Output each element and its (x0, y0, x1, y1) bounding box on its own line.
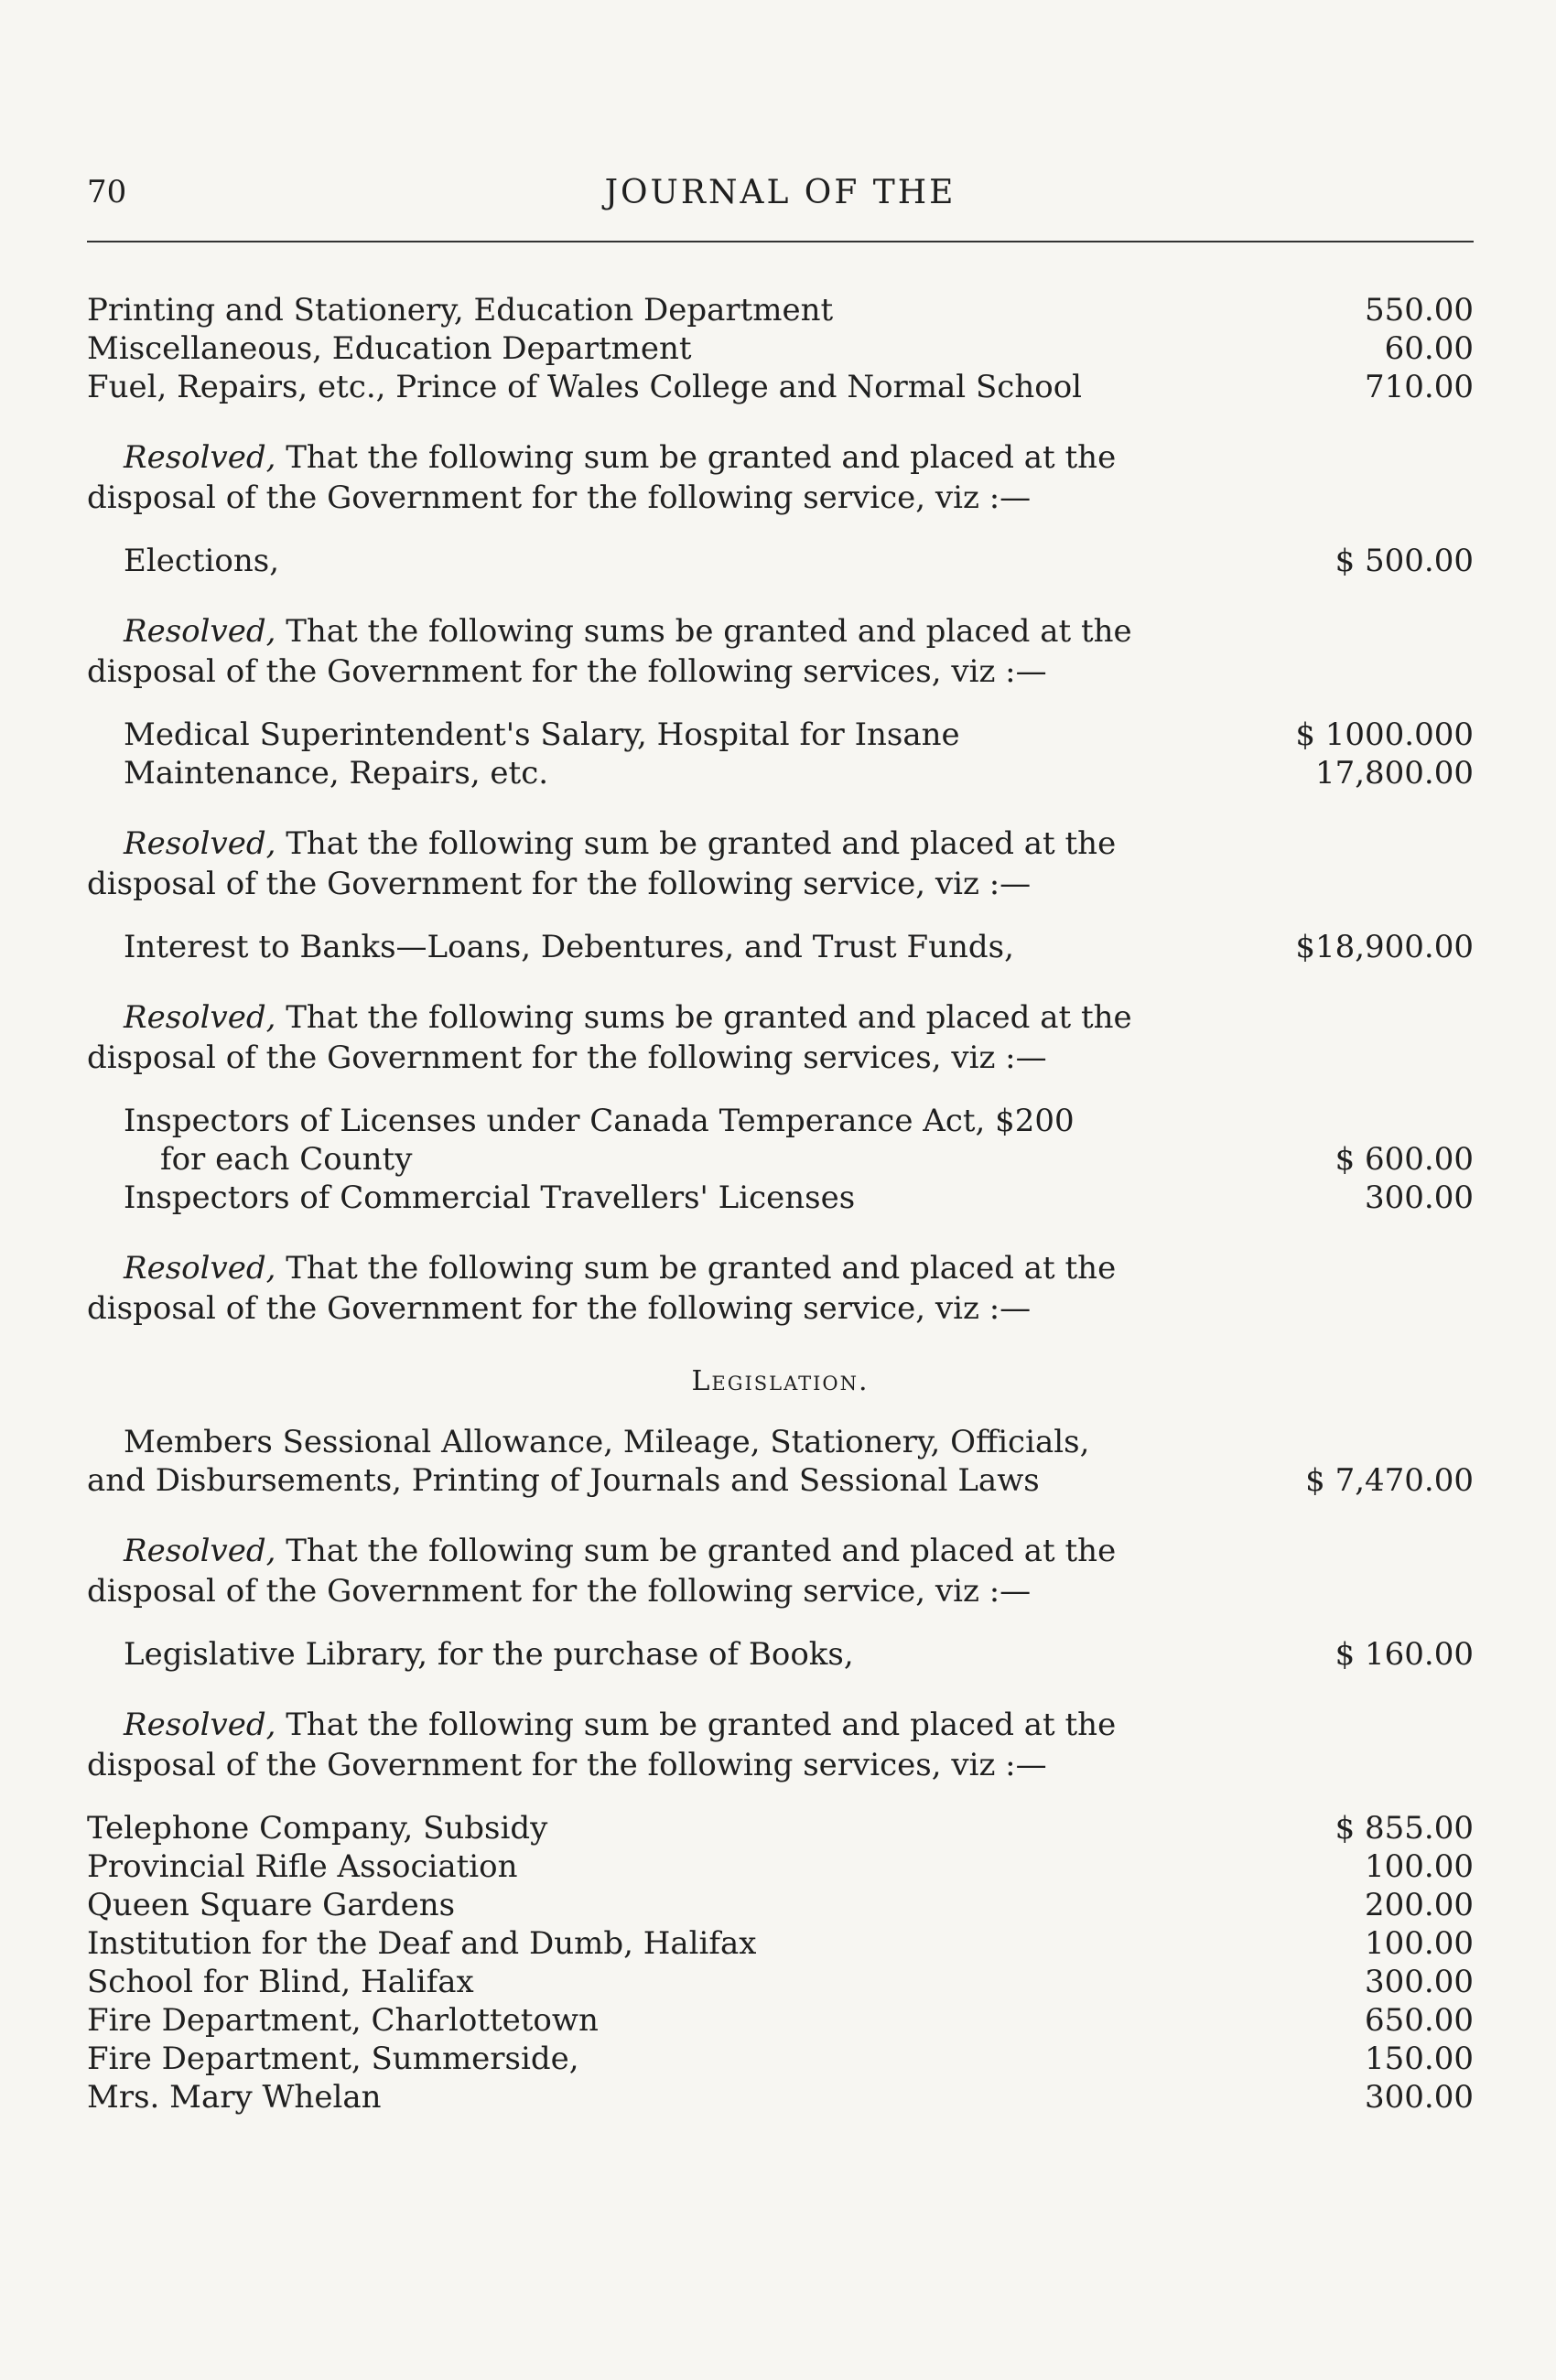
item-label: Provincial Rifle Association (87, 1848, 518, 1885)
item-label: Medical Superintendent's Salary, Hospital for Insane (124, 716, 960, 753)
item-label: Mrs. Mary Whelan (87, 2079, 382, 2116)
resolution (87, 611, 1474, 692)
line-item (87, 1140, 1474, 1179)
line-item-library (87, 1635, 1474, 1674)
item-label: Interest to Banks—Loans, Debentures, and Trust Funds, (124, 929, 1014, 965)
item-label: School for Blind, Halifax (87, 1964, 474, 2000)
header-rule (87, 241, 1474, 242)
item-amount: $18,900.00 (1295, 929, 1474, 965)
item-label: Miscellaneous, Education Department (87, 330, 692, 367)
page-header (87, 174, 1474, 220)
resolution-text: disposal of the Government for the following services, viz :— (87, 653, 1047, 690)
resolution-text: That the following sums be granted and placed at the (286, 999, 1132, 1036)
line-item (87, 1886, 1474, 1924)
resolution-text: disposal of the Government for the following service, viz :— (87, 866, 1032, 902)
item-label: Inspectors of Licenses under Canada Temperance Act, $200 (124, 1103, 1075, 1139)
item-label: and Disbursements, Printing of Journals and Sessional Laws (87, 1462, 1040, 1499)
resolution-text: disposal of the Government for the following service, viz :— (87, 1290, 1032, 1327)
item-label: for each County (160, 1141, 413, 1178)
line-item-elections (87, 542, 1474, 580)
item-label: Fire Department, Charlottetown (87, 2002, 599, 2039)
resolution-text: disposal of the Government for the following services, viz :— (87, 1747, 1047, 1783)
resolution-text: That the following sum be granted and placed at the (286, 1250, 1117, 1287)
line-item (87, 1963, 1474, 2001)
line-item (87, 1924, 1474, 1963)
item-amount: $ 855.00 (1334, 1810, 1474, 1847)
line-item-interest (87, 928, 1474, 966)
resolved-word: Resolved, (124, 999, 276, 1036)
line-item (87, 368, 1474, 406)
resolution (87, 997, 1474, 1078)
item-amount: 550.00 (1365, 292, 1474, 328)
running-title: JOURNAL OF THE (604, 174, 956, 211)
item-label: Printing and Stationery, Education Department (87, 292, 834, 328)
line-item (87, 754, 1474, 792)
item-amount: 100.00 (1365, 1925, 1474, 1962)
item-label: Elections, (124, 543, 280, 579)
resolution-text: That the following sum be granted and placed at the (286, 1533, 1117, 1569)
education-items (87, 291, 1474, 406)
item-amount: $ 600.00 (1334, 1141, 1474, 1178)
item-label: Members Sessional Allowance, Mileage, Stationery, Officials, (124, 1424, 1090, 1460)
item-amount: 300.00 (1365, 1964, 1474, 2000)
misc-services-list (87, 1809, 1474, 2116)
item-amount: $ 160.00 (1334, 1636, 1474, 1673)
item-amount: 60.00 (1384, 330, 1474, 367)
resolution (87, 1531, 1474, 1611)
line-item (87, 1423, 1474, 1461)
item-amount: $ 500.00 (1334, 543, 1474, 579)
line-item (87, 1179, 1474, 1217)
item-label: Fire Department, Summerside, (87, 2041, 579, 2077)
line-item (87, 291, 1474, 329)
item-amount: 17,800.00 (1314, 755, 1474, 792)
line-item (87, 1102, 1474, 1140)
item-amount: 710.00 (1365, 369, 1474, 405)
item-label: Queen Square Gardens (87, 1887, 456, 1923)
item-amount: 650.00 (1365, 2002, 1474, 2039)
resolved-word: Resolved, (124, 1533, 276, 1569)
resolution (87, 437, 1474, 518)
resolution-text: That the following sum be granted and placed at the (286, 1707, 1117, 1743)
line-item (87, 329, 1474, 368)
resolved-word: Resolved, (124, 613, 276, 650)
item-amount: $ 7,470.00 (1305, 1462, 1474, 1499)
page-number: 70 (87, 174, 127, 210)
resolved-word: Resolved, (124, 1707, 276, 1743)
line-item (87, 1847, 1474, 1886)
item-amount: 100.00 (1365, 1848, 1474, 1885)
item-amount: $ 1000.000 (1295, 716, 1474, 753)
item-amount: 300.00 (1365, 2079, 1474, 2116)
item-label: Maintenance, Repairs, etc. (124, 755, 549, 792)
item-amount: 150.00 (1365, 2041, 1474, 2077)
item-label: Inspectors of Commercial Travellers' Licenses (124, 1179, 856, 1216)
line-item (87, 1809, 1474, 1847)
resolution-text: That the following sums be granted and placed at the (286, 613, 1132, 650)
line-item (87, 2001, 1474, 2040)
resolution (87, 824, 1474, 904)
line-item (87, 2078, 1474, 2116)
resolution (87, 1248, 1474, 1329)
item-amount: 300.00 (1365, 1179, 1474, 1216)
item-label: Institution for the Deaf and Dumb, Halifax (87, 1925, 757, 1962)
resolved-word: Resolved, (124, 1250, 276, 1287)
resolution-text: disposal of the Government for the following services, viz :— (87, 1039, 1047, 1076)
resolution-text: disposal of the Government for the following service, viz :— (87, 479, 1032, 516)
resolution-text: That the following sum be granted and placed at the (286, 439, 1117, 476)
resolution (87, 1705, 1474, 1785)
resolution-text: That the following sum be granted and placed at the (286, 825, 1117, 862)
line-item (87, 716, 1474, 754)
resolved-word: Resolved, (124, 825, 276, 862)
resolution-text: disposal of the Government for the following service, viz :— (87, 1573, 1032, 1610)
item-label: Telephone Company, Subsidy (87, 1810, 548, 1847)
item-label: Fuel, Repairs, etc., Prince of Wales College and Normal School (87, 369, 1083, 405)
line-item (87, 1461, 1474, 1500)
resolved-word: Resolved, (124, 439, 276, 476)
line-item (87, 2040, 1474, 2078)
section-heading: Legislation. (691, 1365, 870, 1397)
item-label: Legislative Library, for the purchase of Books, (124, 1636, 854, 1673)
journal-content (87, 291, 1474, 2116)
item-amount: 200.00 (1365, 1887, 1474, 1923)
